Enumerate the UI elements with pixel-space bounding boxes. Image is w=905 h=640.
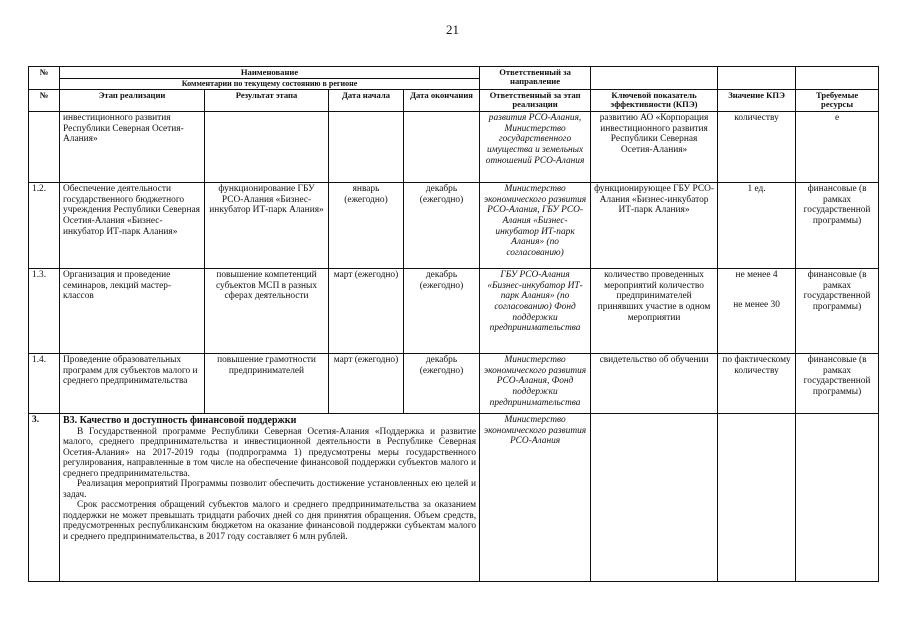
row-result xyxy=(205,112,329,183)
header-start: Дата начала xyxy=(329,90,404,112)
header-responsible-direction: Ответственный за направление xyxy=(480,67,591,90)
header-kpi: Ключевой показатель эффективности (КПЭ) xyxy=(591,90,718,112)
header-resources: Требуемые ресурсы xyxy=(796,90,879,112)
row-end xyxy=(404,112,480,183)
row-responsible: Министерство экономического развития РСО-Алания, Фонд поддержки предпринимательства xyxy=(480,354,591,414)
row-number: 1.3. xyxy=(29,269,60,354)
row-resources: финансовые (в рамках государственной программы) xyxy=(796,269,879,354)
row-stage: Организация и проведение семинаров, лекций мастер-классов xyxy=(60,269,205,354)
row-kpi-value xyxy=(718,269,796,354)
section-paragraph: В Государственной программе Республики Северная Осетия-Алания «Поддержка и развитие малого, среднего предпринимательства и инвестиционной деятельности в Республике Северная Осетия-Алания» на 2017-2019 годы (подпрограмма 1) предусмотрены меры государственного регулирования, направленные в том числе на обеспечение финансовой поддержки субъектов малого и среднего предпринимательства. xyxy=(63,426,477,479)
header-row-1 xyxy=(29,67,879,79)
row-kpi-value: по фактическому количеству xyxy=(718,354,796,414)
row-end: декабрь (ежегодно) xyxy=(404,269,480,354)
header-name: Наименование xyxy=(60,67,480,79)
kpi-value-events: не менее 4 xyxy=(735,270,778,281)
header-stage: Этап реализации xyxy=(60,90,205,112)
row-responsible: Министерство экономического развития РСО-Алания, ГБУ РСО-Алания «Бизнес-инкубатор ИТ-парк Алания» (по согласованию) xyxy=(480,183,591,269)
row-kpi: свидетельство об обучении xyxy=(591,354,718,414)
row-resources: финансовые (в рамках государственной программы) xyxy=(796,354,879,414)
kpi-value-participants: не менее 30 xyxy=(733,299,780,310)
row-stage: инвестиционного развития Республики Северная Осетия-Алания» xyxy=(60,112,205,183)
header-responsible-stage: Ответственный за этап реализации xyxy=(480,90,591,112)
page-number: 21 xyxy=(446,22,459,37)
row-resources: финансовые (в рамках государственной программы) xyxy=(796,183,879,269)
table-row xyxy=(29,183,879,269)
header-row-3 xyxy=(29,90,879,112)
header-no: № xyxy=(29,67,60,90)
row-kpi: развитию АО «Корпорация инвестиционного развития Республики Северная Осетия-Алания» xyxy=(591,112,718,183)
header-empty xyxy=(718,67,796,90)
row-result: повышение грамотности предпринимателей xyxy=(205,354,329,414)
row-stage: Обеспечение деятельности государственного бюджетного учреждения Республики Северная Осетия-Алания «Бизнес-инкубатор ИТ-парк Алания» xyxy=(60,183,205,269)
row-number: 1.2. xyxy=(29,183,60,269)
row-result: функционирование ГБУ РСО-Алания «Бизнес-инкубатор ИТ-парк Алания» xyxy=(205,183,329,269)
section-title: В3. Качество и доступность финансовой поддержки xyxy=(63,415,297,427)
table-row xyxy=(29,269,879,354)
section-paragraph: Реализация мероприятий Программы позволит обеспечить достижение установленных ею целей и задач. xyxy=(63,479,477,500)
row-result: повышение компетенций субъектов МСП в разных сферах деятельности xyxy=(205,269,329,354)
section-paragraph: Срок рассмотрения обращений субъектов малого и среднего предпринимательства за оказанием поддержки не может превышать тридцати рабочих дней со дня принятия обращения. Объем средств, предусмотренных республиканским бюджетом на оказание финансовой поддержки субъектам малого и среднего предпринимательства, в 2017 году составляет 6 млн рублей. xyxy=(63,500,477,542)
header-comment: Комментарии по текущему состоянию в регионе xyxy=(60,79,480,90)
header-no-2: № xyxy=(29,90,60,112)
row-start: январь (ежегодно) xyxy=(329,183,404,269)
section-row xyxy=(29,414,879,582)
section-empty xyxy=(796,414,879,582)
row-kpi-value: количеству xyxy=(718,112,796,183)
row-end: декабрь (ежегодно) xyxy=(404,354,480,414)
row-start: март (ежегодно) xyxy=(329,269,404,354)
header-empty xyxy=(796,67,879,90)
row-start xyxy=(329,112,404,183)
plan-table xyxy=(28,66,879,582)
row-number: 1.4. xyxy=(29,354,60,414)
row-responsible: ГБУ РСО-Алания «Бизнес-инкубатор ИТ-парк Алания» (по согласованию) Фонд поддержки предпринимательства xyxy=(480,269,591,354)
table-row xyxy=(29,354,879,414)
header-kpi-value: Значение КПЭ xyxy=(718,90,796,112)
section-number: 3. xyxy=(29,414,60,582)
row-start: март (ежегодно) xyxy=(329,354,404,414)
table-row xyxy=(29,112,879,183)
section-empty xyxy=(591,414,718,582)
header-result: Результат этапа xyxy=(205,90,329,112)
row-kpi: функционирующее ГБУ РСО-Алания «Бизнес-инкубатор ИТ-парк Алания» xyxy=(591,183,718,269)
row-end: декабрь (ежегодно) xyxy=(404,183,480,269)
header-end: Дата окончания xyxy=(404,90,480,112)
header-empty xyxy=(591,67,718,90)
row-kpi: количество проведенных мероприятий количество предпринимателей принявших участие в одном мероприятии xyxy=(591,269,718,354)
section-text xyxy=(60,414,480,582)
row-stage: Проведение образовательных программ для субъектов малого и среднего предпринимательства xyxy=(60,354,205,414)
section-responsible: Министерство экономического развития РСО-Алания xyxy=(480,414,591,582)
row-number xyxy=(29,112,60,183)
row-resources: е xyxy=(796,112,879,183)
row-responsible: развития РСО-Алания, Министерство государственного имущества и земельных отношений РСО-Алания xyxy=(480,112,591,183)
section-empty xyxy=(718,414,796,582)
row-kpi-value: 1 ед. xyxy=(718,183,796,269)
